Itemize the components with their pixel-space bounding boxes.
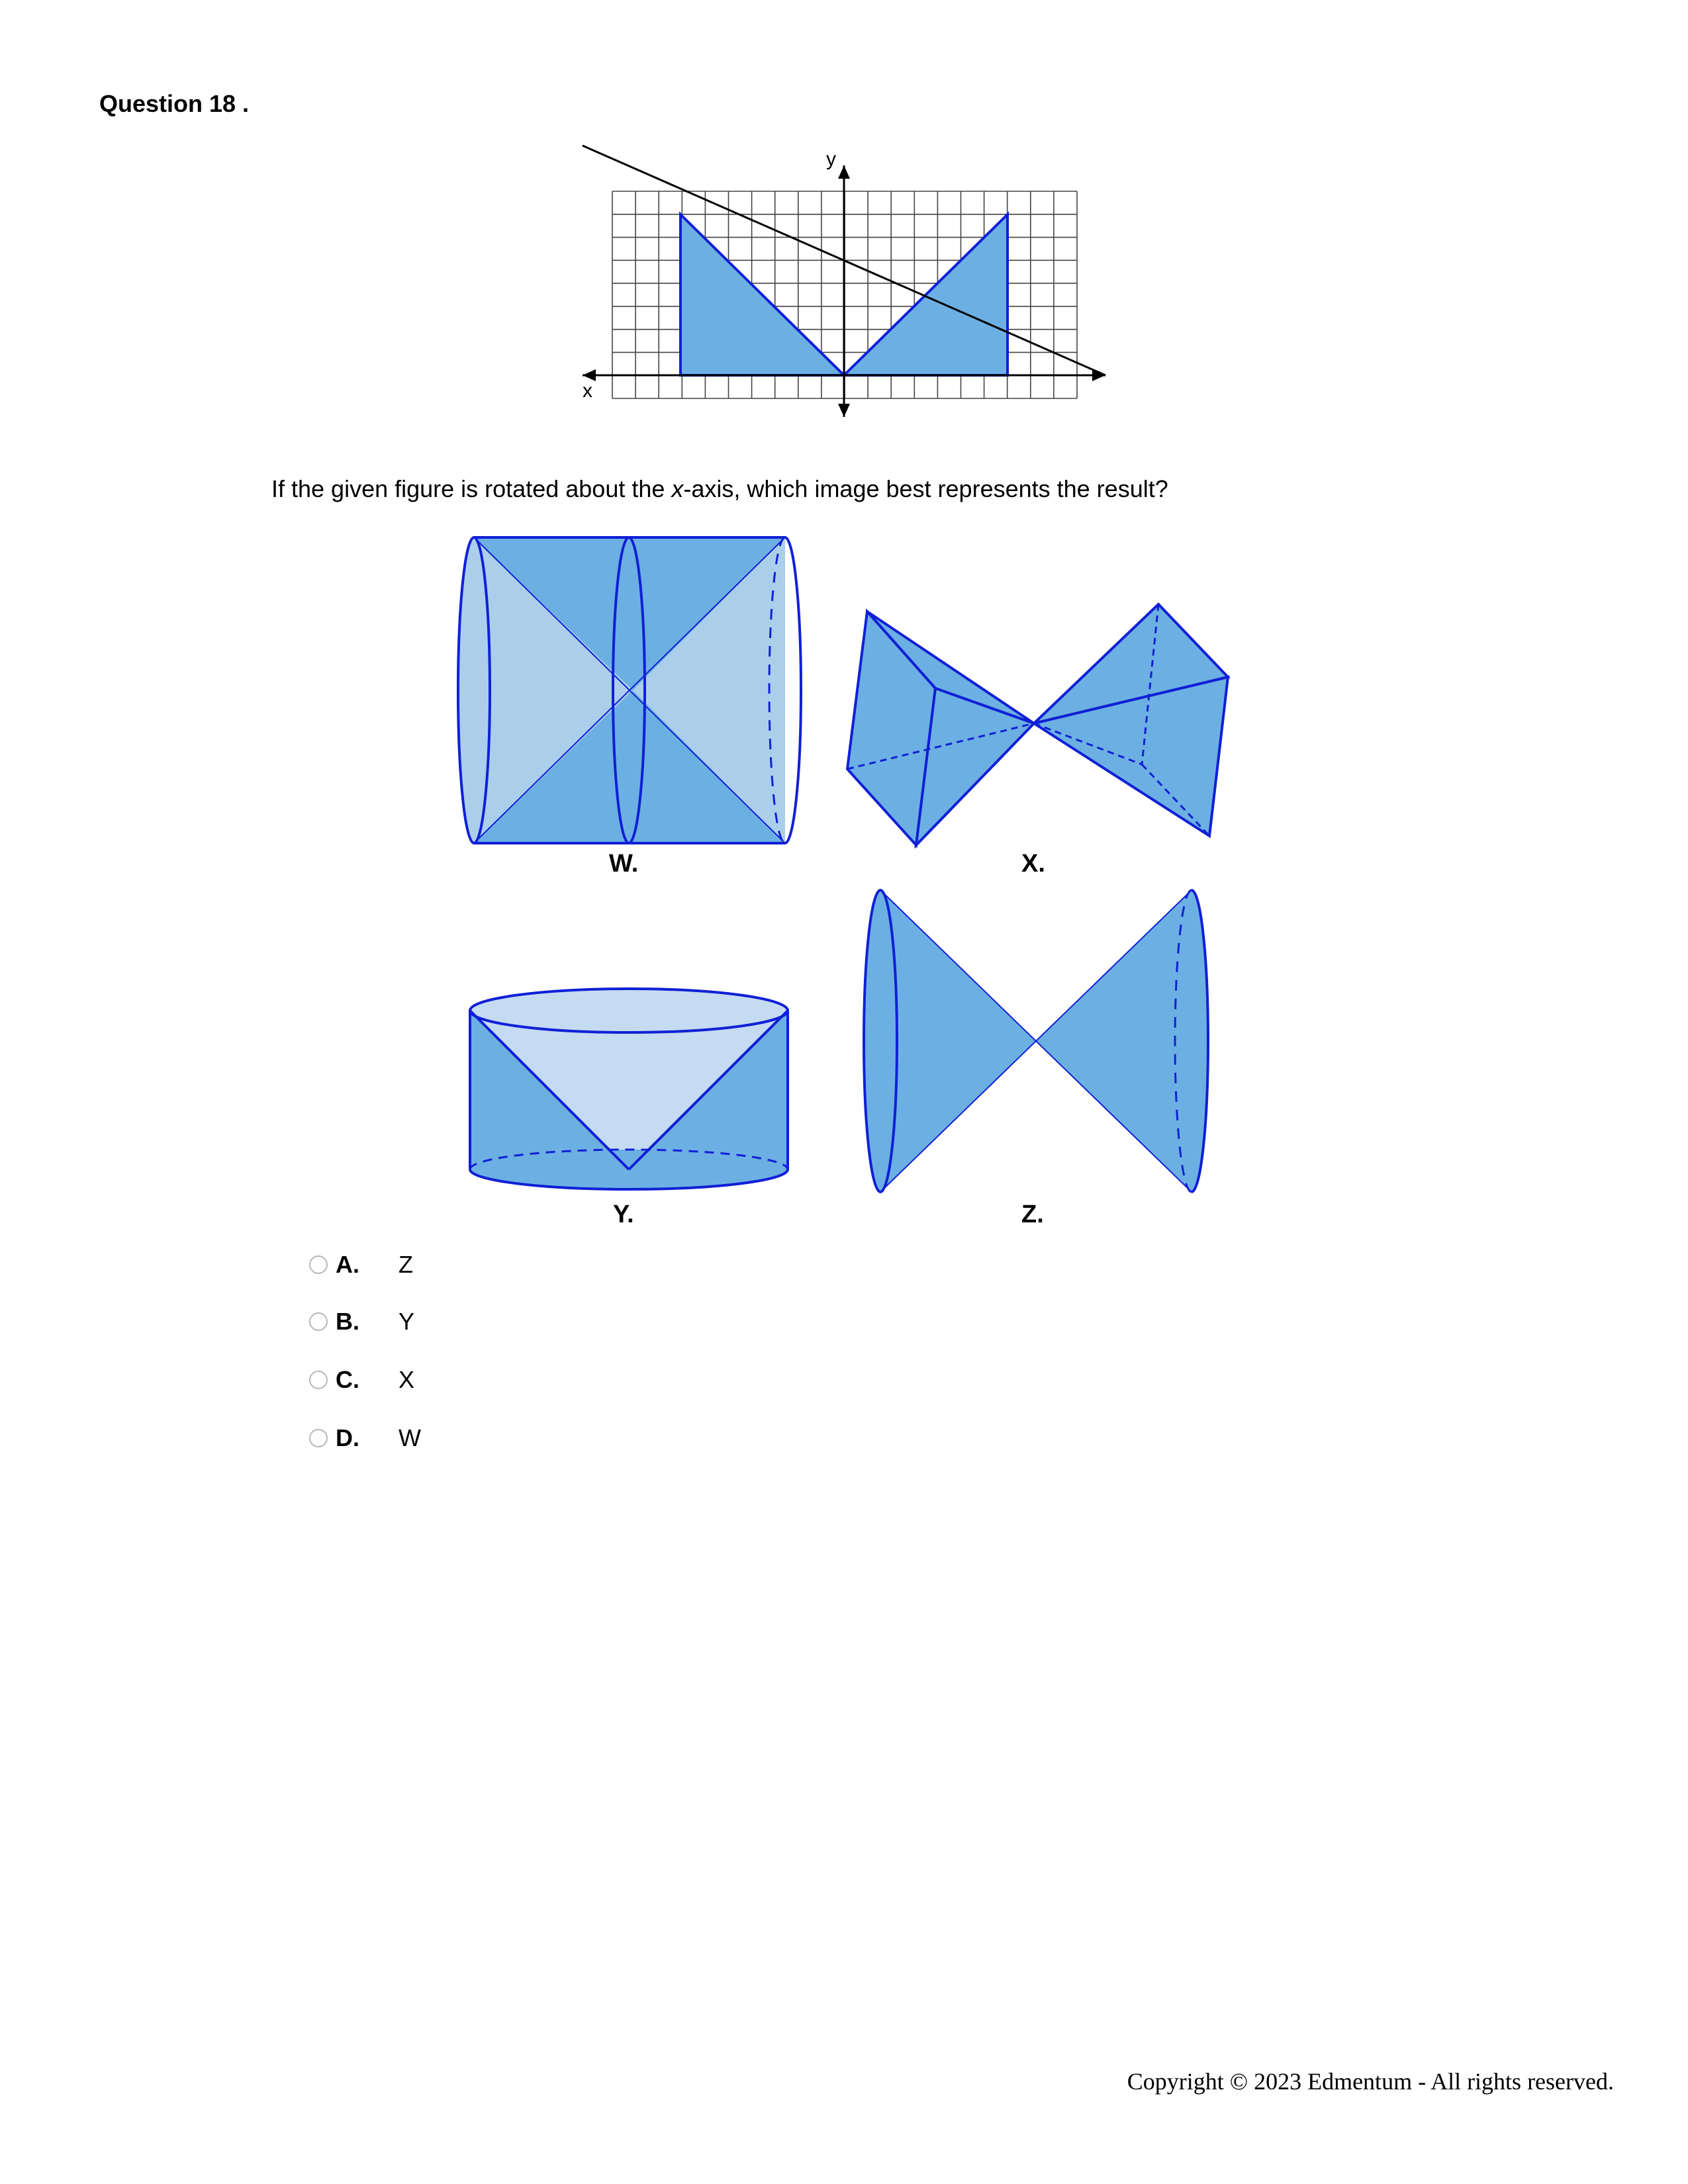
figure-w <box>450 529 808 860</box>
choice-b-text: Y <box>399 1308 415 1335</box>
figure-y-label: Y. <box>613 1201 634 1228</box>
coordinate-graph <box>569 146 1112 410</box>
figure-x-label: X. <box>1021 850 1045 878</box>
choice-d[interactable] <box>309 1422 421 1455</box>
choice-d-text: W <box>399 1424 421 1451</box>
left-triangle <box>680 214 844 375</box>
radio-a[interactable] <box>309 1255 328 1274</box>
x-axis-label: x <box>583 380 592 402</box>
choice-a-text: Z <box>399 1251 413 1278</box>
figure-z-label: Z. <box>1021 1201 1044 1228</box>
copyright-footer: Copyright © 2023 Edmentum - All rights reserved. <box>1127 2068 1614 2095</box>
y-axis-arrow-down <box>838 404 850 417</box>
right-triangle <box>844 214 1008 375</box>
y-axis-label: y <box>826 148 836 170</box>
choice-c-text: X <box>399 1366 415 1393</box>
question-heading: Question 18 . <box>99 90 250 117</box>
figure-z <box>854 884 1225 1201</box>
radio-c[interactable] <box>309 1371 328 1389</box>
choice-b-letter: B. <box>336 1308 359 1335</box>
x-axis-arrow-right <box>1092 369 1105 381</box>
choice-c[interactable] <box>309 1363 414 1396</box>
radio-d[interactable] <box>309 1429 328 1447</box>
choice-c-letter: C. <box>336 1366 359 1393</box>
figure-x <box>841 602 1238 847</box>
y-axis-arrow-up <box>838 165 850 179</box>
question-prompt: If the given figure is rotated about the x-axis, which image best represents the result? <box>271 475 1168 502</box>
radio-b[interactable] <box>309 1312 328 1331</box>
choice-a[interactable] <box>309 1248 413 1281</box>
figure-w-label: W. <box>609 850 639 878</box>
figure-y <box>463 979 794 1205</box>
choice-d-letter: D. <box>336 1424 359 1451</box>
choice-b[interactable] <box>309 1305 414 1338</box>
choice-a-letter: A. <box>336 1251 359 1278</box>
